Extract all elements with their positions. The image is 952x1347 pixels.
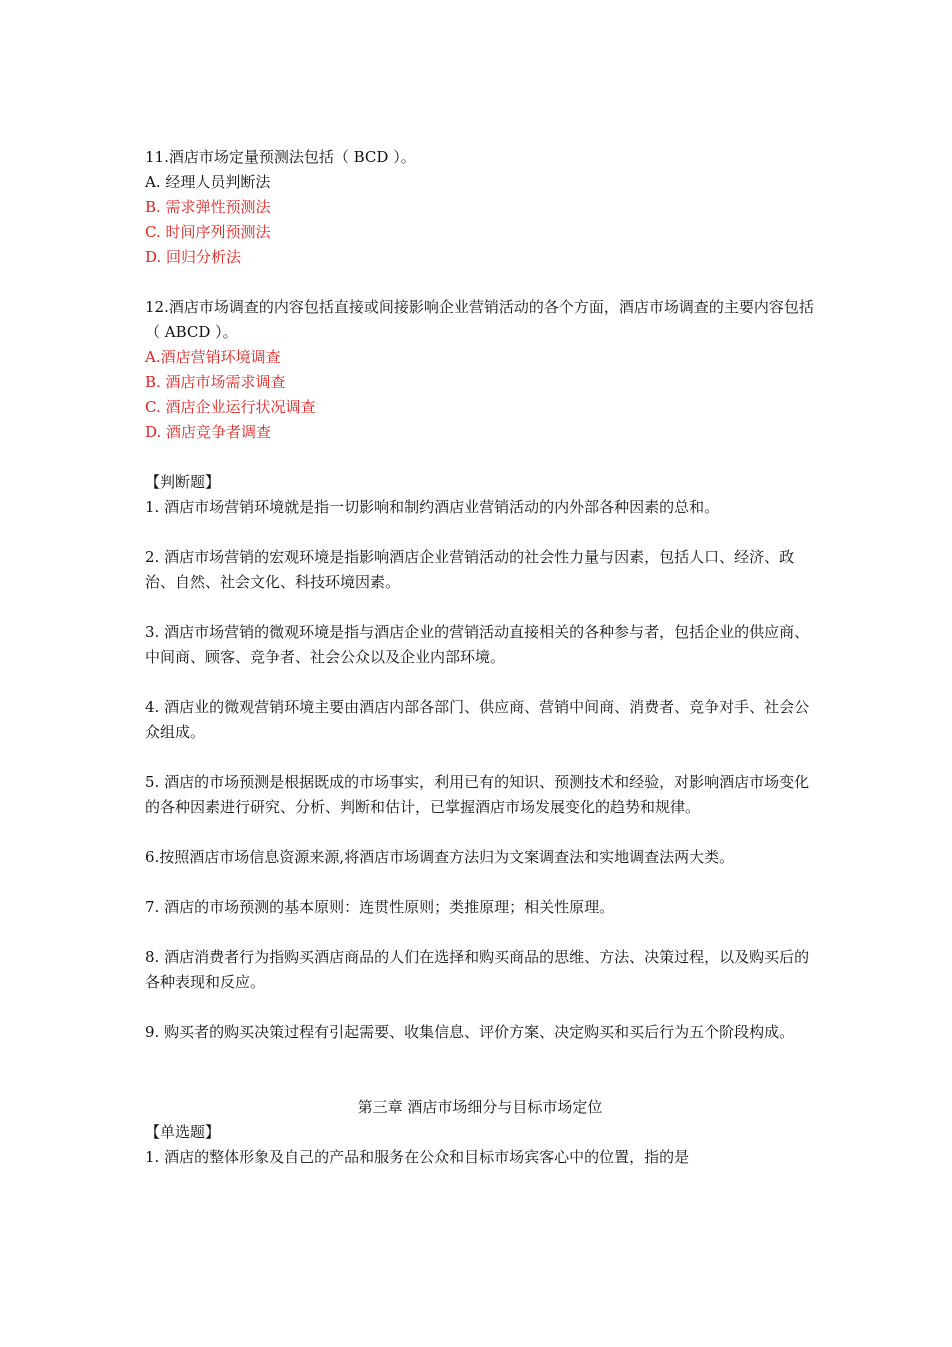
q12-option-d: D. 酒店竞争者调查: [145, 423, 272, 441]
single-choice-heading: 【单选题】: [145, 1123, 221, 1141]
judge-item-6: 6.按照酒店市场信息资源来源,将酒店市场调查方法归为文案调查法和实地调查法两大类。: [145, 848, 735, 866]
judge-item-1: 1. 酒店市场营销环境就是指一切影响和制约酒店业营销活动的内外部各种因素的总和。: [145, 498, 720, 516]
chapter3-question-1: 1. 酒店的整体形象及自己的产品和服务在公众和目标市场宾客心中的位置，指的是: [145, 1148, 690, 1166]
judge-heading: 【判断题】: [145, 473, 221, 491]
q12-option-c: C. 酒店企业运行状况调查: [145, 398, 316, 416]
judge-item-8: 8. 酒店消费者行为指购买酒店商品的人们在选择和购买商品的思维、方法、决策过程，以及购买后的各种表现和反应。: [145, 948, 810, 991]
question-12-stem: 12.酒店市场调查的内容包括直接或间接影响企业营销活动的各个方面，酒店市场调查的主要内容包括（ ABCD ）。: [145, 298, 814, 341]
judge-item-5: 5. 酒店的市场预测是根据既成的市场事实，利用已有的知识、预测技术和经验，对影响酒店市场变化的各种因素进行研究、分析、判断和估计，已掌握酒店市场发展变化的趋势和规律。: [145, 773, 810, 816]
judge-item-3: 3. 酒店市场营销的微观环境是指与酒店企业的营销活动直接相关的各种参与者，包括企业的供应商、中间商、顾客、竞争者、社会公众以及企业内部环境。: [145, 623, 810, 666]
judge-item-7: 7. 酒店的市场预测的基本原则：连贯性原则；类推原理；相关性原理。: [145, 898, 615, 916]
q11-option-a: A. 经理人员判断法: [145, 173, 271, 191]
q12-option-b: B. 酒店市场需求调查: [145, 373, 286, 391]
judge-item-4: 4. 酒店业的微观营销环境主要由酒店内部各部门、供应商、营销中间商、消费者、竞争对手、社会公众组成。: [145, 698, 810, 741]
question-11-stem: 11.酒店市场定量预测法包括（ BCD ）。: [145, 148, 416, 166]
q12-option-a: A.酒店营销环境调查: [145, 348, 281, 366]
judge-item-2: 2. 酒店市场营销的宏观环境是指影响酒店企业营销活动的社会性力量与因素，包括人口、经济、政治、自然、社会文化、科技环境因素。: [145, 548, 795, 591]
q11-option-d: D. 回归分析法: [145, 248, 242, 266]
q11-option-b: B. 需求弹性预测法: [145, 198, 271, 216]
judge-item-9: 9. 购买者的购买决策过程有引起需要、收集信息、评价方案、决定购买和买后行为五个阶段构成。: [145, 1023, 795, 1041]
document-page: [145, 145, 815, 1170]
q11-option-c: C. 时间序列预测法: [145, 223, 271, 241]
chapter-title: 第三章 酒店市场细分与目标市场定位: [357, 1098, 603, 1116]
